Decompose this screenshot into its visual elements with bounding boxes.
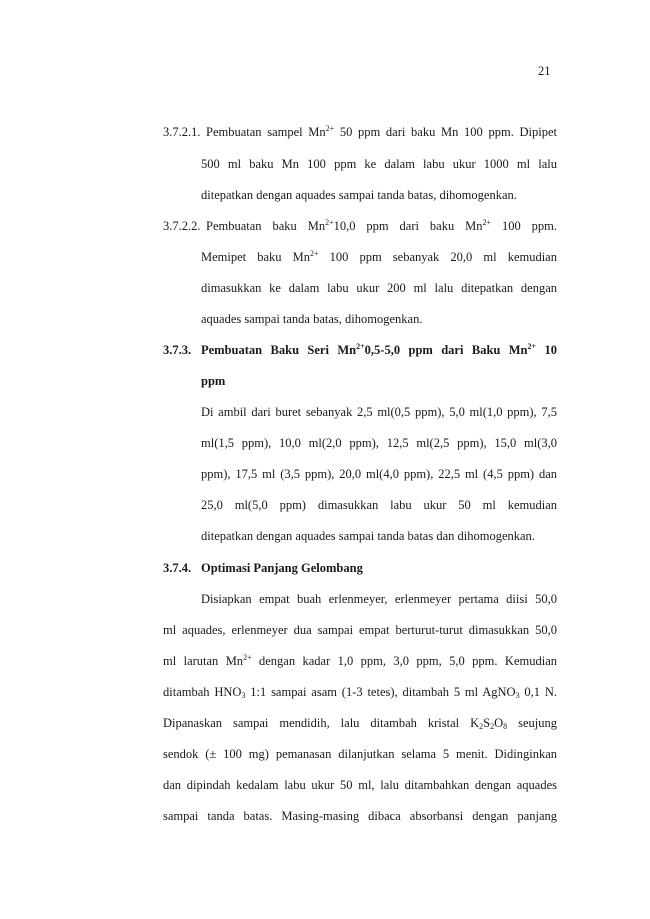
section-373-para-line-2: ml(1,5 ppm), 10,0 ml(2,0 ppm), 12,5 ml(2,5 ppm), 15,0 ml(3,0 bbox=[201, 436, 557, 450]
section-374-para-line-3: ml larutan $Mn^{2+}$ dengan kadar 1,0 ppm, 3,0 ppm, 5,0 ppm. Kemudian bbox=[163, 653, 558, 668]
page-number: 21 bbox=[538, 64, 551, 78]
section-number-3722: 3.7.2.2. bbox=[163, 219, 201, 233]
section-3721-line-2: 500 ml baku Mn 100 ppm ke dalam labu ukur 1000 ml lalu bbox=[201, 157, 557, 171]
section-374-para-line-4: ditambah $HNO_3$ 1:1 sampai asam (1-3 tetes), ditambah 5 ml AgNO$_3$ 0,1 N. bbox=[163, 685, 558, 700]
section-3722-line-1: Pembuatan baku $Mn^{2+}10,0$ ppm dari baku $Mn^{2+}$ 100 ppm. bbox=[206, 218, 557, 233]
section-number-373: 3.7.3. bbox=[163, 343, 192, 357]
section-number-374: 3.7.4. bbox=[163, 561, 192, 575]
section-374-para-line-1: Disiapkan empat buah erlenmeyer, erlenmeyer pertama diisi 50,0 bbox=[201, 592, 557, 606]
section-373-heading-line-2: ppm bbox=[201, 374, 226, 388]
section-3721-line-3: ditepatkan dengan aquades sampai tanda batas, dihomogenkan. bbox=[201, 188, 517, 202]
section-374-para-line-7: dan dipindah kedalam labu ukur 50 ml, lalu ditambahkan dengan aquades bbox=[163, 778, 557, 792]
section-374-para-line-2: ml aquades, erlenmeyer dua sampai empat berturut-turut dimasukkan 50,0 bbox=[163, 623, 557, 637]
section-374-para-line-8: sampai tanda batas. Masing-masing dibaca absorbansi dengan panjang bbox=[163, 809, 557, 823]
section-374-heading: Optimasi Panjang Gelombang bbox=[201, 561, 363, 575]
section-374-para-line-5: Dipanaskan sampai mendidih, lalu ditambah kristal $K_2S_2O_8$ seujung bbox=[163, 716, 557, 731]
section-3722-line-2: Memipet baku $Mn^{2+}$ 100 ppm sebanyak 20,0 ml kemudian bbox=[201, 249, 557, 264]
section-373-heading-line-1: Pembuatan Baku Seri $Mn^{2+}0,5-5,0$ ppm dari Baku $Mn^{2+}$ 10 bbox=[201, 342, 557, 357]
section-373-para-line-4: 25,0 ml(5,0 ppm) dimasukkan labu ukur 50 ml kemudian bbox=[201, 498, 557, 512]
section-3722-line-4: aquades sampai tanda batas, dihomogenkan. bbox=[201, 312, 423, 326]
section-number-3721: 3.7.2.1. bbox=[163, 125, 201, 139]
section-373-para-line-3: ppm), 17,5 ml (3,5 ppm), 20,0 ml(4,0 ppm), 22,5 ml (4,5 ppm) dan bbox=[201, 467, 557, 481]
section-3722-line-3: dimasukkan ke dalam labu ukur 200 ml lalu ditepatkan dengan bbox=[201, 281, 557, 295]
section-374-para-line-6: sendok (± 100 mg) pemanasan dilanjutkan selama 5 menit. Didinginkan bbox=[163, 747, 557, 761]
section-3721-line-1: Pembuatan sampel $Mn^{2+}$ 50 ppm dari baku Mn 100 ppm. Dipipet bbox=[206, 124, 557, 139]
section-373-para-line-5: ditepatkan dengan aquades sampai tanda batas dan dihomogenkan. bbox=[201, 529, 535, 543]
section-373-para-line-1: Di ambil dari buret sebanyak 2,5 ml(0,5 ppm), 5,0 ml(1,0 ppm), 7,5 bbox=[201, 405, 557, 419]
